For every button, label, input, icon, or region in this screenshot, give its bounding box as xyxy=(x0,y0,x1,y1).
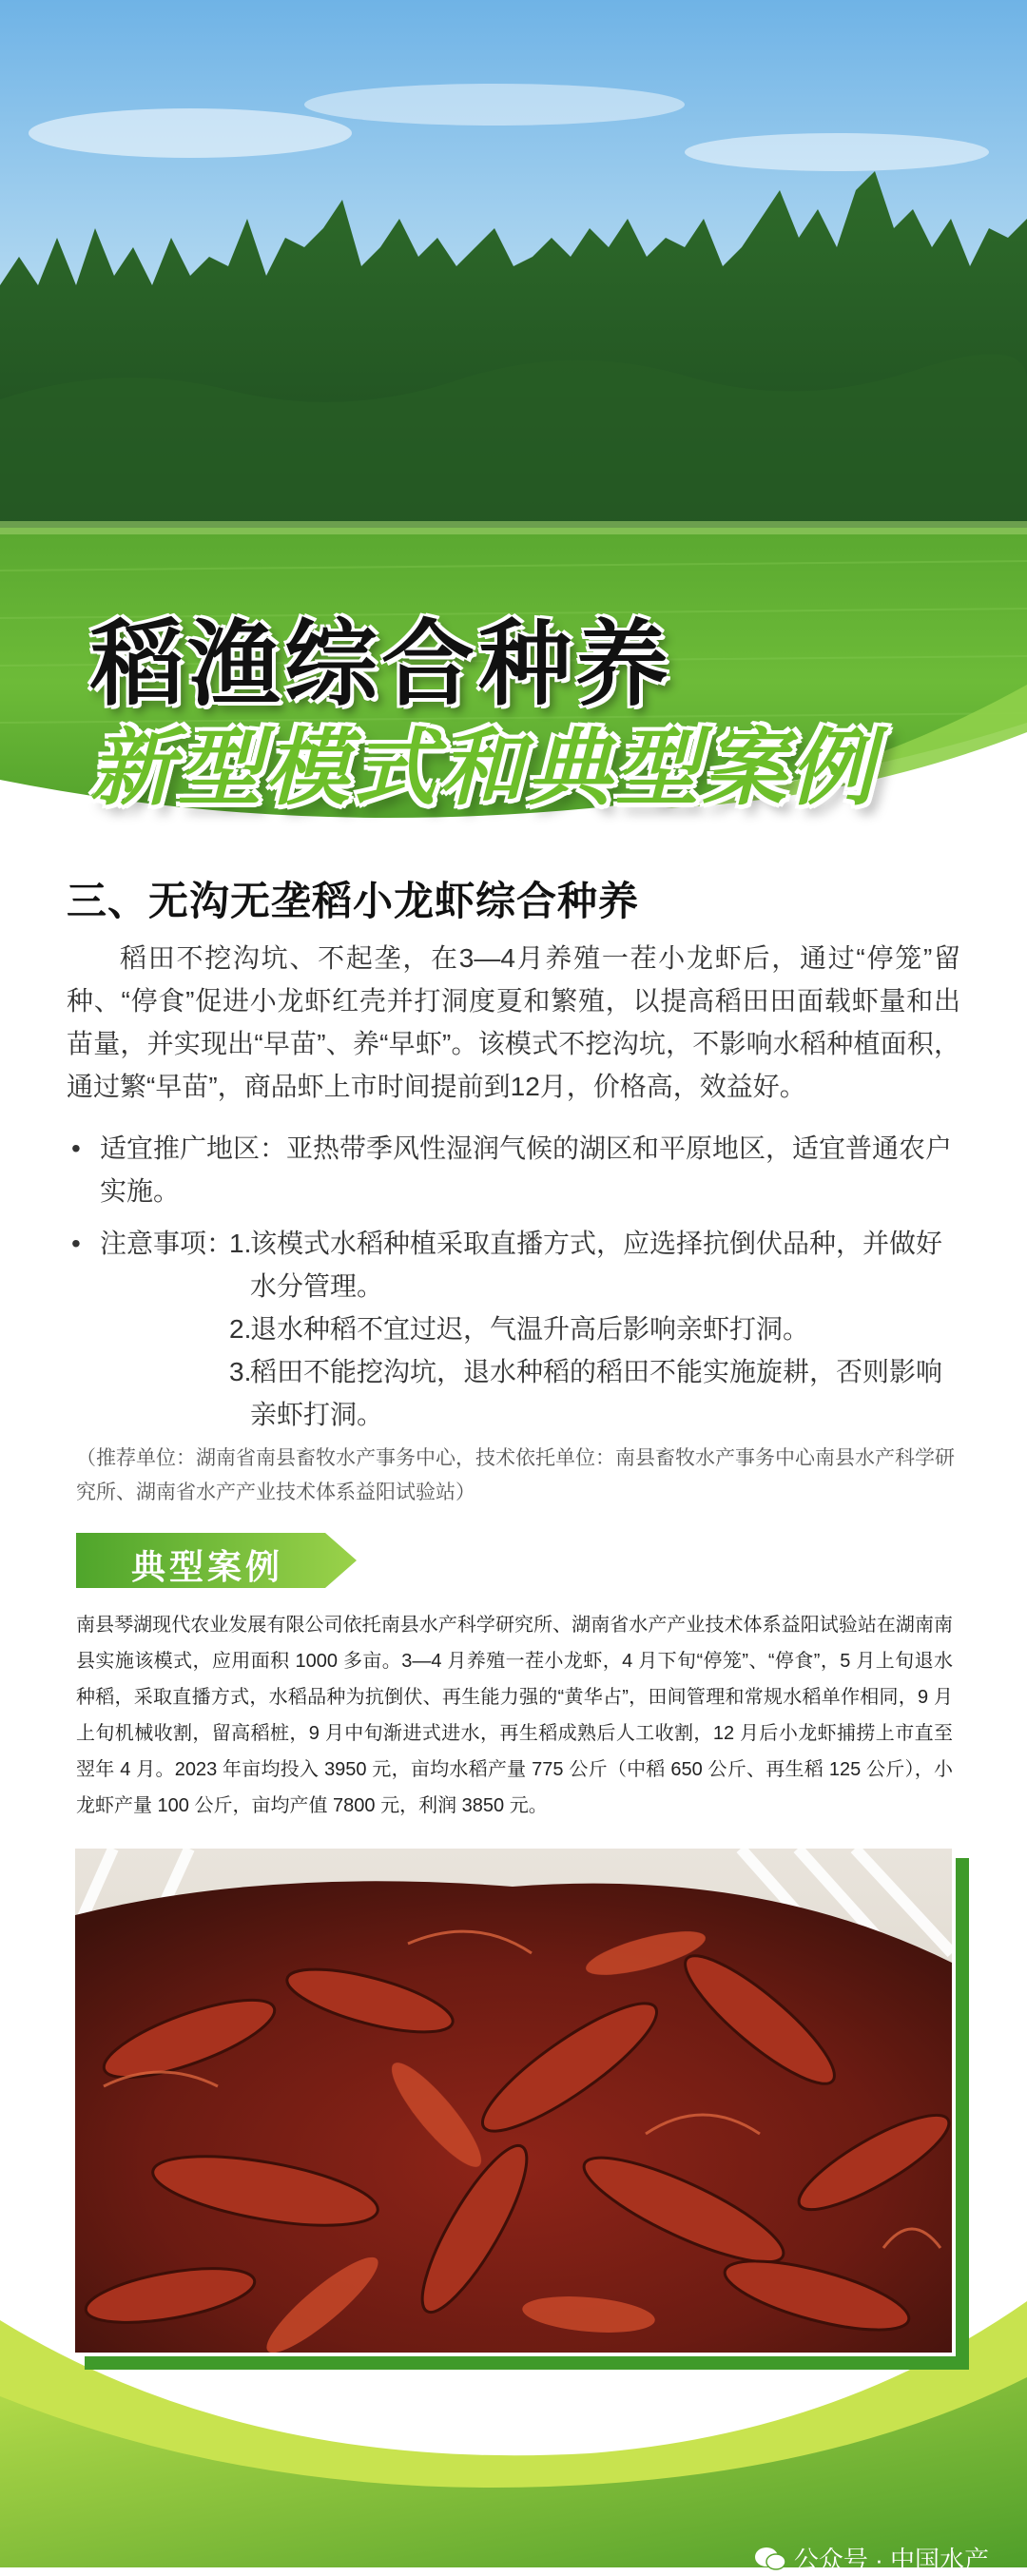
hero-title-line1: 稻渔综合种养 xyxy=(90,610,673,719)
case-study-banner xyxy=(76,1533,357,1588)
note-2-text: 退水种稻不宜过迟，气温升高后影响亲虾打洞。 xyxy=(250,1314,810,1344)
notes-item xyxy=(71,1222,960,1436)
note-3 xyxy=(229,1350,960,1436)
note-1-number: 1. xyxy=(229,1229,252,1258)
note-3-text: 稻田不能挖沟坑，退水种稻的稻田不能实施旋耕，否则影响亲虾打洞。 xyxy=(250,1357,943,1429)
case-study-text: 南县琴湖现代农业发展有限公司依托南县水产科学研究所、湖南省水产产业技术体系益阳试验站在湖南南县实施该模式，应用面积 1000 多亩。3—4 月养殖一茬小龙虾，4 月下旬“停笼”、“停食”，5 月上旬退水种稻，采取直播方式，水稻品种为抗倒伏、再生能力强的“黄华占”，田间管理和常规水稻单作相同，9 月上旬机械收割，留高稻桩，9 月中旬渐进式进水，再生稻成熟后人工收割，12 月后小龙虾捕捞上市直至翌年 4 月。2023 年亩均投入 3950 元，亩均水稻产量 775 公斤（中稻 650 公斤、再生稻 125 公斤），小龙虾产量 100 公斤，亩均产值 7800 元，利润 3850 元。 xyxy=(76,1615,953,1816)
note-1 xyxy=(229,1222,960,1307)
hero-title-line2: 新型模式和典型案例 xyxy=(90,719,879,817)
bullet-dot: • xyxy=(71,1133,81,1163)
photo-frame xyxy=(71,1845,956,2356)
note-1-text: 该模式水稻种植采取直播方式，应选择抗倒伏品种，并做好水分管理。 xyxy=(250,1229,943,1301)
crayfish-photo xyxy=(71,1845,965,2358)
watermark-text: 公众号 · 中国水产 xyxy=(793,2546,989,2574)
crayfish-image xyxy=(75,1849,952,2353)
wechat-watermark xyxy=(754,2541,989,2576)
notes-lead: 注意事项： xyxy=(100,1229,234,1258)
bullet-dot: • xyxy=(71,1229,81,1258)
hero-banner xyxy=(0,0,1027,837)
suitable-region-text: 适宜推广地区：亚热带季风性湿润气候的湖区和平原地区，适宜普通农户实施。 xyxy=(100,1133,953,1206)
suitable-region-item xyxy=(71,1127,960,1212)
note-2 xyxy=(229,1307,960,1350)
note-2-number: 2. xyxy=(229,1314,252,1344)
section-intro: 稻田不挖沟坑、不起垄，在3—4月养殖一茬小龙虾后，通过“停笼”留种、“停食”促进小龙虾红壳并打洞度夏和繁殖，以提高稻田田面载虾量和出苗量，并实现出“早苗”、养“早虾”。该模式不挖沟坑，不影响水稻种植面积，通过繁“早苗”，商品虾上市时间提前到12月，价格高，效益好。 xyxy=(67,943,960,1101)
recommending-units-note: （推荐单位：湖南省南县畜牧水产事务中心，技术依托单位：南县畜牧水产事务中心南县水产科学研究所、湖南省水产产业技术体系益阳试验站） xyxy=(76,1446,955,1503)
case-study-title: 典型案例 xyxy=(131,1547,284,1586)
note-3-number: 3. xyxy=(229,1357,252,1386)
section-heading: 三、无沟无垄稻小龙虾综合种养 xyxy=(67,879,640,923)
